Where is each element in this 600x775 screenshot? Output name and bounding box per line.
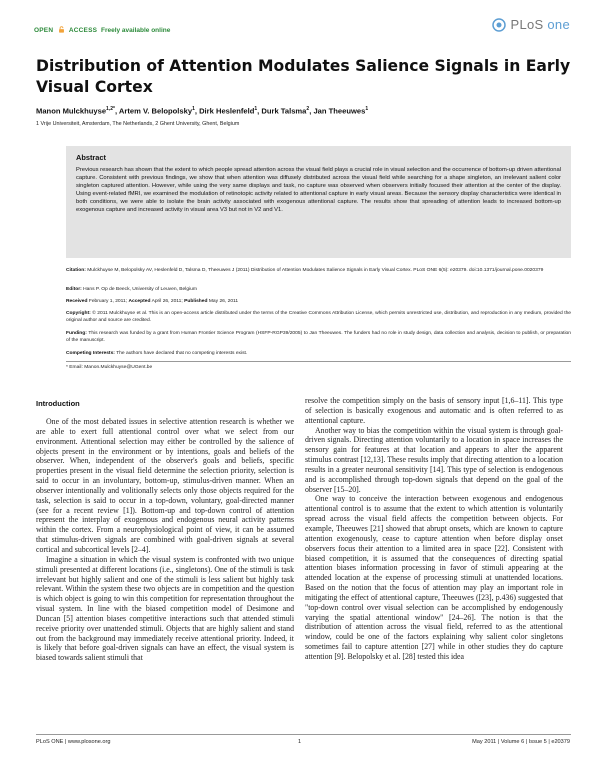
author-list: Manon Mulckhuyse$^{1,2*}$, Artem V. Belopolsky$^1$, Dirk Heslenfeld$^1$, Durk Talsma$^2$, Jan Theeuwes$^1$ <box>36 106 369 116</box>
journal-logo <box>492 17 570 32</box>
open-label: OPEN <box>34 27 54 34</box>
body-paragraph: One of the most debated issues in selective attention research is whether we are able to exert full attentional control over what we select from our environment. Attentional selection may either be controlled by the salience of objects present in the environment or by intentions, goals and beliefs of the observer. When, independent of the observer's goals and beliefs, specific properties present in the visual field determine the selection priority, selection is said to occur in an involuntary, bottom-up, stimulus-driven manner. When an observer intentionally and volitionally selects only those objects required for the task, selection is said to occur in a top-down, voluntary, goal-directed manner (see for a recent review [1]). Bottom-up and top-down control of attention represent the interplay of exogenous and endogenous neural activity patterns within the cortex. From a neurophysiological point of view, it can be assumed that stimulus-driven signals are combined with goal-driven signals at several cortical and subcortical levels [2–4]. <box>36 417 294 554</box>
affiliations: 1 Vrije Universiteit, Amsterdam, The Netherlands, 2 Ghent University, Ghent, Belgium <box>36 121 240 127</box>
abstract-heading: Abstract <box>76 153 106 162</box>
body-paragraph: One way to conceive the interaction between exogenous and endogenous attentional control is to assume that the extent to which attention is voluntarily spread across the visual field affects the competition between objects. For example, Theeuwes [21] showed that abrupt onsets, which are known to capture attention exogenously, cease to capture attention when before display onset observers focus their attention to a limited area in space [22]. Consistent with biased competition, it is assumed that the consequences of directing spatial attention biases information processing in favor of stimuli appearing at the attended location at the expense of processing stimuli at unattended locations. Based on the notion that the focus of attention may play an important role in mitigating the effect of attentional capture, Theeuwes ([23], p.436) suggested that "top-down control over visual selection can be accomplished by endogenously varying the spatial attentional window" [24–26]. The notion is that the distribution of attention across the visual field, referred to as the attentional window, could be one of the factors explaining why salient color singletons sometimes fail to capture attention [27] while in other studies they do capture attention [9]. Belopolsky et al. [28] tested this idea <box>305 494 563 661</box>
footer-issue: May 2011 | Volume 6 | Issue 5 | e20379 <box>472 739 570 745</box>
body-paragraph: Imagine a situation in which the visual system is confronted with two unique stimuli presented at different locations (i.e., singletons). One of the stimuli is task irrelevant but highly salient and one of the stimuli is less salient but highly task relevant. Within the system these two objects are in competition and the question is which object is going to win this competition for representation throughout the visual system. In line with the biased competition model of Desimone and Duncan [5] attention biases competitive interactions such that attended stimuli receive priority over unattended stimuli. Objects that are highly salient and stand out from the background may immediately receive attentional priority. Indeed, it is likely that before goal-driven signals can have an effect, the visual system is biased towards salient stimuli that <box>36 554 294 663</box>
author-name: Dirk Heslenfeld <box>199 106 255 116</box>
received-date: February 1, 2011; <box>88 299 128 304</box>
funding-label: Funding: <box>66 331 87 336</box>
editor-label: Editor: <box>66 287 82 292</box>
copyright-text: © 2011 Mulckhuyse et al. This is an open-access article distributed under the terms of the Creative Commons Attribution License, which permits unrestricted use, distribution, and reproduction in any medium, provided the original author and source are credited. <box>66 311 572 323</box>
body-paragraph: Another way to bias the competition within the visual system is through goal-driven signals. Directing attention voluntarily to a location in space increases the sensory gain for features at that location and appears to alter the apparent stimulus contrast [12,13]. These results imply that directing attention to a location results in a greater neuronal sensitivity [14]. This type of selection is endogenous and is accomplished through top-down signals that depend on the goal of the observer [15–20]. <box>305 425 563 494</box>
published-date: May 26, 2011 <box>208 299 239 304</box>
copyright-line <box>66 311 571 324</box>
right-column <box>305 396 563 662</box>
logo-text-one: one <box>547 17 570 32</box>
author-name: Durk Talsma <box>261 106 307 116</box>
open-access-banner <box>34 26 170 34</box>
competing-interests-label: Competing Interests: <box>66 351 115 356</box>
editor-text: Hans P. Op de Beeck, University of Leuven, Belgium <box>83 287 197 292</box>
funding-line <box>66 331 571 344</box>
access-label: ACCESS <box>68 27 98 34</box>
competing-interests-line <box>66 351 571 358</box>
author-affiliation-mark: 1 <box>192 106 195 112</box>
published-label: Published <box>184 299 208 304</box>
plos-logo-icon <box>492 18 506 32</box>
left-column <box>36 417 294 663</box>
footer-journal: PLoS ONE | www.plosone.org <box>36 739 111 745</box>
page-number: 1 <box>298 739 302 745</box>
competing-interests-text: The authors have declared that no competing interests exist. <box>116 351 248 356</box>
freely-available-label: Freely available online <box>100 27 171 34</box>
paper-title: Distribution of Attention Modulates Salience Signals in Early Visual Cortex <box>36 57 571 96</box>
logo-text <box>510 17 570 32</box>
abstract-box <box>66 146 571 258</box>
email-line: * Email: Manon.Mulckhuyse@UGent.be <box>66 365 153 370</box>
section-heading-introduction: Introduction <box>36 399 80 408</box>
author-affiliation-mark: 2 <box>306 106 310 112</box>
author-affiliation-mark: 1 <box>365 106 369 112</box>
author-affiliation-mark: 1 <box>254 106 258 112</box>
author-name: Manon Mulckhuyse <box>36 106 107 116</box>
author-name: Jan Theeuwes <box>313 106 366 116</box>
dates-line <box>66 299 571 306</box>
abstract-text: Previous research has shown that the extent to which people spread attention across the visual field plays a crucial role in visual selection and the occurrence of bottom-up driven attentional capture. Consistent with previous findings, we show that when attention was diffusely distributed across the visual field while searching for a shape singleton, an irrelevant salient color singleton captured attention. However, while using the very same displays and task, no capture was observed when observers initially focused their attention at the center of the display. Using event-related fMRI, we examined the modulation of retinotopic activity related to attentional capture in early visual areas. Because the sensory display characteristics were identical in both conditions, we were able to isolate the brain activity associated with exogenous attentional capture. The results show that spreading of attention leads to increased bottom-up exogenous capture and increased activity in visual area V3 but not in V2 and V1. <box>76 167 561 214</box>
footer-divider <box>36 734 571 735</box>
citation-line <box>66 268 571 275</box>
logo-text-plos: PLoS <box>510 17 544 32</box>
open-lock-icon <box>58 26 65 33</box>
editor-line <box>66 287 571 294</box>
accepted-date: April 26, 2011; <box>151 299 183 304</box>
author-name: Artem V. Belopolsky <box>118 106 193 116</box>
citation-text: Mulckhuyse M, Belopolsky AV, Heslenfeld D, Talsma D, Theeuwes J (2011) Distribution of Attention Modulates Salience Signals in Early Visual Cortex. PLoS ONE 6(5): e20379. doi:10.1371/journal.pone.0020379 <box>87 268 544 273</box>
author-affiliation-mark: 1,2* <box>106 106 115 112</box>
meta-divider <box>66 361 571 362</box>
accepted-label: Accepted <box>128 299 151 304</box>
citation-label: Citation: <box>66 268 86 273</box>
received-label: Received <box>66 299 88 304</box>
copyright-label: Copyright: <box>66 311 91 316</box>
body-paragraph: resolve the competition simply on the basis of sensory input [1,6–11]. This type of selection is basically exogenous and automatic and is often referred to as attentional capture. <box>305 396 563 425</box>
funding-text: This research was funded by a grant from Human Frontier Science Program (HSFP-RGP39/2005) to Jan Theeuwes. The funders had no role in study design, data collection and analysis, decision to publish, or preparation of the manuscript. <box>66 331 571 343</box>
